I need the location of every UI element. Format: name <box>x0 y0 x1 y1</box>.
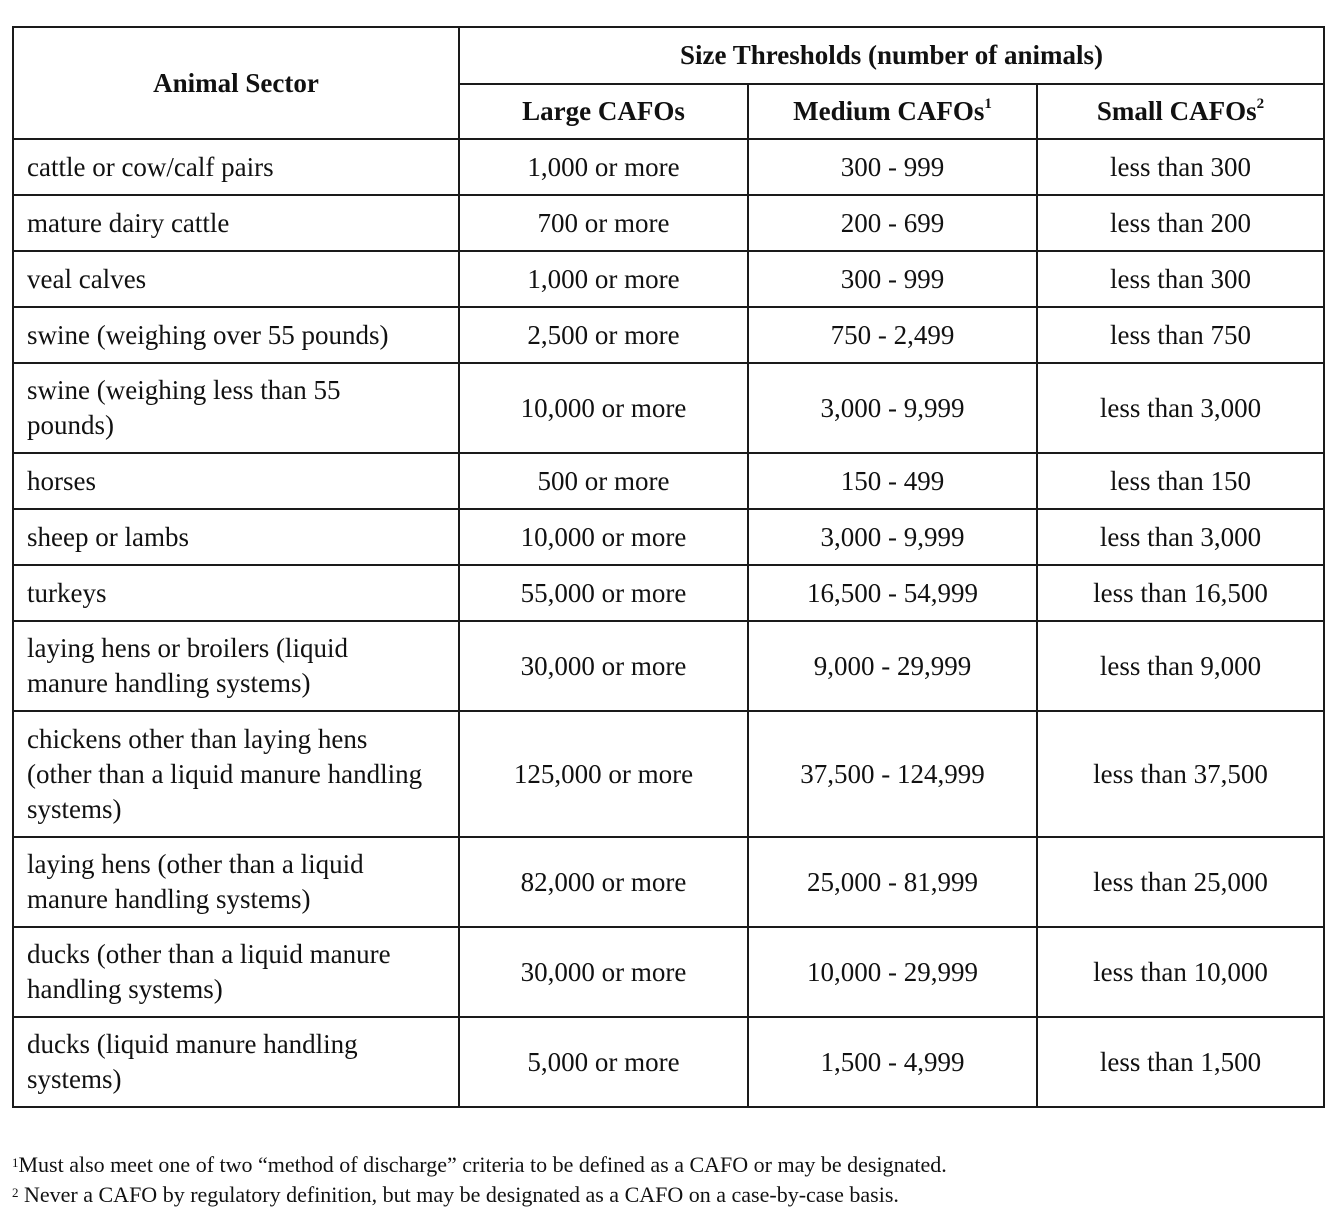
footnote-1 <box>12 1150 1323 1180</box>
large-cafo-threshold-cell: 82,000 or more <box>459 837 748 927</box>
medium-cafo-threshold-cell: 300 - 999 <box>748 251 1037 307</box>
animal-sector-line: ducks (liquid manure handling <box>27 1029 358 1059</box>
animal-sector-cell <box>13 711 459 837</box>
footnote-2-text: Never a CAFO by regulatory definition, but may be designated as a CAFO on a case-by-case basis. <box>18 1182 899 1207</box>
animal-sector-cell <box>13 307 459 363</box>
animal-sector-cell <box>13 621 459 711</box>
small-cafo-threshold-cell: less than 200 <box>1037 195 1324 251</box>
animal-sector-line: turkeys <box>27 577 107 608</box>
small-cafo-threshold-cell: less than 3,000 <box>1037 363 1324 453</box>
table-row <box>13 565 1324 621</box>
medium-cafo-threshold-cell: 16,500 - 54,999 <box>748 565 1037 621</box>
header-large-cafos <box>459 84 748 139</box>
animal-sector-cell <box>13 509 459 565</box>
footnote-1-text: Must also meet one of two “method of discharge” criteria to be defined as a CAFO or may be designated. <box>18 1152 947 1177</box>
small-cafo-threshold-cell: less than 150 <box>1037 453 1324 509</box>
medium-cafo-threshold-cell: 750 - 2,499 <box>748 307 1037 363</box>
table-row <box>13 837 1324 927</box>
header-size-thresholds: Size Thresholds (number of animals) <box>459 27 1324 84</box>
animal-sector-line: ducks (other than a liquid manure <box>27 939 391 969</box>
table-row <box>13 621 1324 711</box>
header-animal-sector: Animal Sector <box>13 27 459 139</box>
animal-sector-line: cattle or cow/calf pairs <box>27 151 274 182</box>
medium-cafo-threshold-cell: 9,000 - 29,999 <box>748 621 1037 711</box>
animal-sector-line: swine (weighing over 55 pounds) <box>27 319 389 350</box>
table-row <box>13 251 1324 307</box>
footnote-ref-2: 2 <box>1256 96 1265 112</box>
small-cafo-threshold-cell: less than 3,000 <box>1037 509 1324 565</box>
animal-sector-cell <box>13 195 459 251</box>
animal-sector-line: systems) <box>27 793 122 824</box>
animal-sector-line: veal calves <box>27 263 147 294</box>
animal-sector-cell <box>13 139 459 195</box>
large-cafo-threshold-cell: 1,000 or more <box>459 139 748 195</box>
animal-sector-cell <box>13 251 459 307</box>
table-row <box>13 927 1324 1017</box>
animal-sector-line: sheep or lambs <box>27 521 189 552</box>
animal-sector-line: systems) <box>27 1064 122 1094</box>
animal-sector-line: chickens other than laying hens <box>27 723 368 754</box>
table-row <box>13 139 1324 195</box>
header-small-cafos <box>1037 84 1324 139</box>
table-row <box>13 711 1324 837</box>
large-cafo-threshold-cell: 55,000 or more <box>459 565 748 621</box>
footnote-ref-1: 1 <box>984 96 992 112</box>
footnote-1-mark: 1 <box>12 1155 19 1170</box>
large-cafo-threshold-cell: 700 or more <box>459 195 748 251</box>
animal-sector-cell <box>13 837 459 927</box>
large-cafo-threshold-cell: 30,000 or more <box>459 927 748 1017</box>
animal-sector-line: swine (weighing less than 55 <box>27 375 341 405</box>
medium-cafo-threshold-cell: 25,000 - 81,999 <box>748 837 1037 927</box>
medium-cafo-threshold-cell: 3,000 - 9,999 <box>748 363 1037 453</box>
footnotes <box>12 1150 1323 1210</box>
footnote-2 <box>12 1180 1323 1210</box>
medium-cafo-threshold-cell: 3,000 - 9,999 <box>748 509 1037 565</box>
header-small-label: Small CAFOs <box>1096 96 1257 126</box>
table-row <box>13 307 1324 363</box>
small-cafo-threshold-cell: less than 300 <box>1037 251 1324 307</box>
small-cafo-threshold-cell: less than 300 <box>1037 139 1324 195</box>
table-row <box>13 363 1324 453</box>
small-cafo-threshold-cell: less than 37,500 <box>1037 711 1324 837</box>
large-cafo-threshold-cell: 10,000 or more <box>459 509 748 565</box>
large-cafo-threshold-cell: 2,500 or more <box>459 307 748 363</box>
footnote-2-mark: 2 <box>12 1185 19 1200</box>
header-row-top <box>13 27 1324 84</box>
large-cafo-threshold-cell: 5,000 or more <box>459 1017 748 1107</box>
animal-sector-line: laying hens or broilers (liquid <box>27 633 348 663</box>
animal-sector-cell <box>13 927 459 1017</box>
cafo-size-thresholds-table <box>12 26 1325 1108</box>
animal-sector-line: manure handling systems) <box>27 668 311 698</box>
animal-sector-line: laying hens (other than a liquid <box>27 849 364 879</box>
table-header <box>13 27 1324 139</box>
animal-sector-line: mature dairy cattle <box>27 207 230 238</box>
large-cafo-threshold-cell: 30,000 or more <box>459 621 748 711</box>
small-cafo-threshold-cell: less than 750 <box>1037 307 1324 363</box>
small-cafo-threshold-cell: less than 10,000 <box>1037 927 1324 1017</box>
medium-cafo-threshold-cell: 37,500 - 124,999 <box>748 711 1037 837</box>
animal-sector-line: horses <box>27 465 96 496</box>
large-cafo-threshold-cell: 125,000 or more <box>459 711 748 837</box>
medium-cafo-threshold-cell: 150 - 499 <box>748 453 1037 509</box>
large-cafo-threshold-cell: 10,000 or more <box>459 363 748 453</box>
header-medium-cafos <box>748 84 1037 139</box>
animal-sector-line: manure handling systems) <box>27 884 311 914</box>
small-cafo-threshold-cell: less than 25,000 <box>1037 837 1324 927</box>
table-row <box>13 1017 1324 1107</box>
medium-cafo-threshold-cell: 10,000 - 29,999 <box>748 927 1037 1017</box>
small-cafo-threshold-cell: less than 16,500 <box>1037 565 1324 621</box>
animal-sector-line: (other than a liquid manure handling <box>27 758 423 789</box>
medium-cafo-threshold-cell: 200 - 699 <box>748 195 1037 251</box>
animal-sector-line: pounds) <box>27 410 114 440</box>
table-row <box>13 453 1324 509</box>
small-cafo-threshold-cell: less than 9,000 <box>1037 621 1324 711</box>
small-cafo-threshold-cell: less than 1,500 <box>1037 1017 1324 1107</box>
table-body <box>13 139 1324 1107</box>
animal-sector-line: handling systems) <box>27 974 223 1004</box>
medium-cafo-threshold-cell: 1,500 - 4,999 <box>748 1017 1037 1107</box>
animal-sector-cell <box>13 363 459 453</box>
medium-cafo-threshold-cell: 300 - 999 <box>748 139 1037 195</box>
animal-sector-cell <box>13 565 459 621</box>
header-medium-label: Medium CAFOs <box>793 96 985 126</box>
header-large-label: Large CAFOs <box>522 96 685 126</box>
animal-sector-cell <box>13 1017 459 1107</box>
animal-sector-cell <box>13 453 459 509</box>
large-cafo-threshold-cell: 1,000 or more <box>459 251 748 307</box>
large-cafo-threshold-cell: 500 or more <box>459 453 748 509</box>
table-row <box>13 509 1324 565</box>
table-row <box>13 195 1324 251</box>
